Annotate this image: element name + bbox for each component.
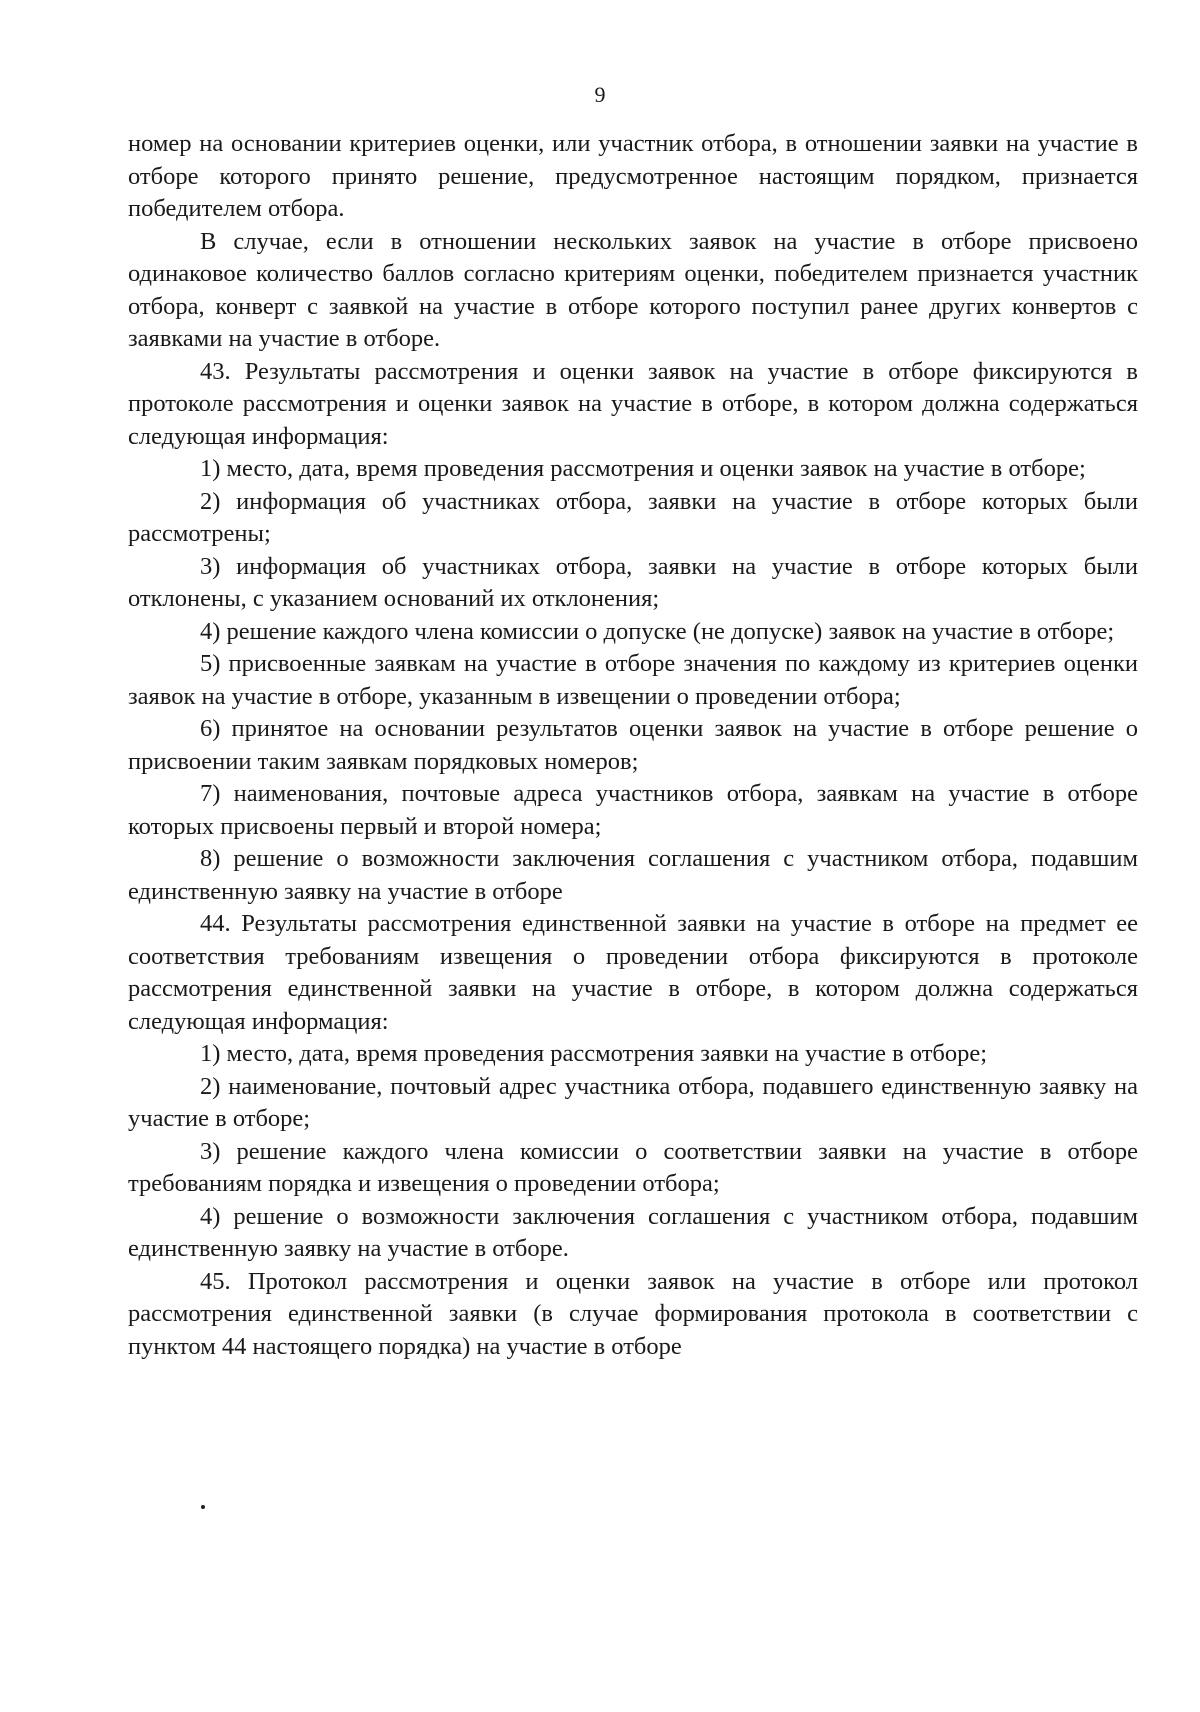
clause-43-item-7: 7) наименования, почтовые адреса участников отбора, заявкам на участие в отборе которых присвоены первый и второй номера; xyxy=(128,780,1138,840)
clause-43-item-3: 3) информация об участниках отбора, заявки на участие в отборе которых были отклонены, с указанием оснований их отклонения; xyxy=(128,552,1138,612)
clause-43-item-5: 5) присвоенные заявкам на участие в отборе значения по каждому из критериев оценки заявок на участие в отборе, указанным в извещении о проведении отбора; xyxy=(128,650,1138,710)
clause-44: 44. Результаты рассмотрения единственной заявки на участие в отборе на предмет ее соответствия требованиям извещения о проведении отбора фиксируются в протоколе рассмотрения единственной заявки на участие в отборе, в котором должна содержаться следующая информация: xyxy=(128,910,1138,1035)
document-body xyxy=(128,128,1138,1363)
clause-43-item-4: 4) решение каждого члена комиссии о допуске (не допуске) заявок на участие в отборе; xyxy=(200,617,1115,645)
paragraph-continuation: номер на основании критериев оценки, или участник отбора, в отношении заявки на участие в отборе которого принято решение, предусмотренное настоящим порядком, признается победителем отбора. xyxy=(128,130,1138,222)
clause-43: 43. Результаты рассмотрения и оценки заявок на участие в отборе фиксируются в протоколе рассмотрения и оценки заявок на участие в отборе, в котором должна содержаться следующая информация: xyxy=(128,357,1138,450)
clause-44-item-1: 1) место, дата, время проведения рассмотрения заявки на участие в отборе; xyxy=(200,1040,988,1067)
clause-44-item-3: 3) решение каждого члена комиссии о соответствии заявки на участие в отборе требованиям порядка и извещения о проведении отбора; xyxy=(128,1137,1138,1197)
clause-44-item-4: 4) решение о возможности заключения соглашения с участником отбора, подавшим единственную заявку на участие в отборе. xyxy=(128,1202,1138,1262)
clause-43-item-6: 6) принятое на основании результатов оценки заявок на участие в отборе решение о присвоении таким заявкам порядковых номеров; xyxy=(128,715,1138,775)
scan-artifact-dot xyxy=(201,1505,205,1509)
clause-43-item-8: 8) решение о возможности заключения соглашения с участником отбора, подавшим единственную заявку на участие в отборе xyxy=(128,845,1138,905)
clause-45: 45. Протокол рассмотрения и оценки заявок на участие в отборе или протокол рассмотрения единственной заявки (в случае формирования протокола в соответствии с пунктом 44 настоящего порядка) на участие в отборе xyxy=(128,1267,1138,1360)
page-number: 9 xyxy=(594,82,606,107)
clause-43-item-1: 1) место, дата, время проведения рассмотрения и оценки заявок на участие в отборе; xyxy=(200,455,1086,482)
clause-44-item-2: 2) наименование, почтовый адрес участника отбора, подавшего единственную заявку на участие в отборе; xyxy=(128,1072,1138,1132)
clause-43-item-2: 2) информация об участниках отбора, заявки на участие в отборе которых были рассмотрены; xyxy=(128,487,1138,547)
paragraph-tie-rule: В случае, если в отношении нескольких заявок на участие в отборе присвоено одинаковое количество баллов согласно критериям оценки, победителем признается участник отбора, конверт с заявкой на участие в отборе которого поступил ранее других конвертов с заявками на участие в отборе. xyxy=(128,227,1138,352)
